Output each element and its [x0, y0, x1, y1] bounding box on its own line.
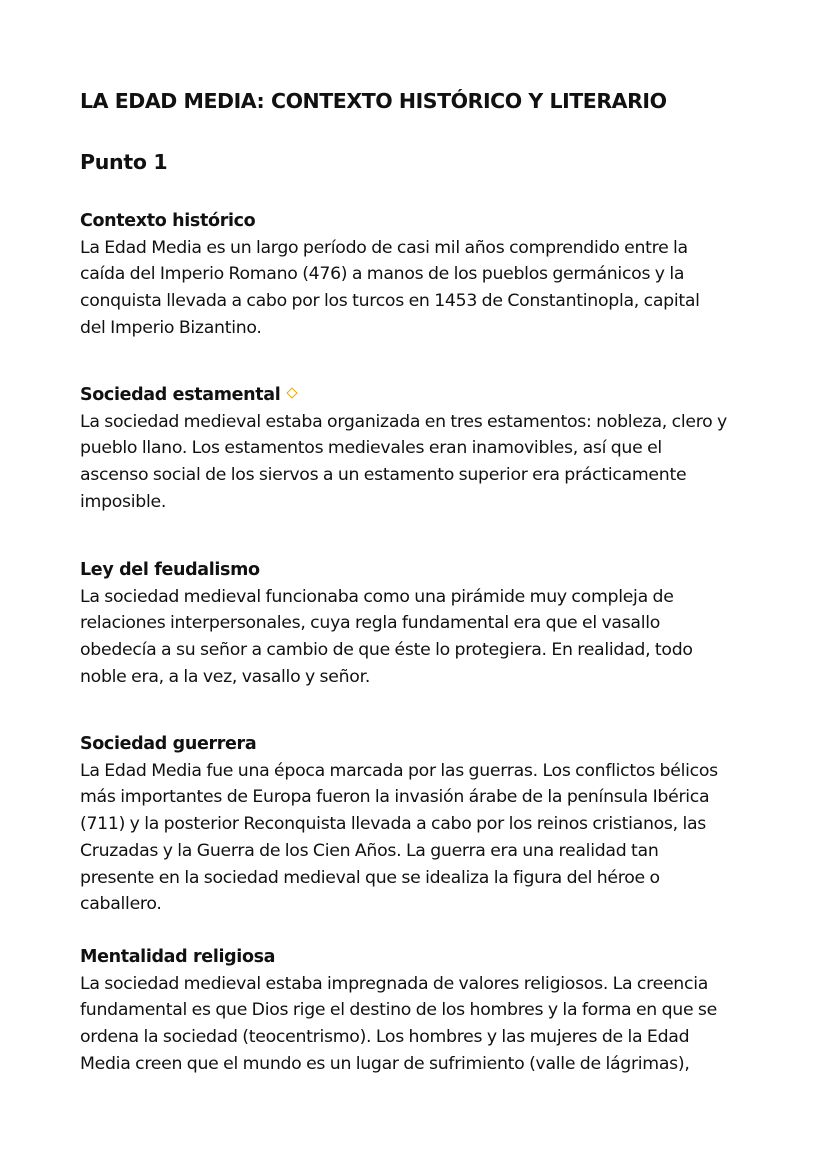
body-line: relaciones interpersonales, cuya regla fundamental era que el vasallo: [80, 613, 661, 634]
document-subtitle: Punto 1: [80, 150, 168, 174]
body-line: obedecía a su señor a cambio de que éste lo protegiera. En realidad, todo: [80, 640, 693, 661]
section-sociedad-guerrera: [80, 731, 760, 918]
body-line: fundamental es que Dios rige el destino de los hombres y la forma en que se: [80, 1000, 717, 1021]
body-line: Media creen que el mundo es un lugar de sufrimiento (valle de lágrimas),: [80, 1053, 690, 1074]
section-heading: Ley del feudalismo: [80, 560, 260, 580]
body-line: caballero.: [80, 894, 162, 915]
section-heading-text: Sociedad estamental: [80, 385, 281, 405]
body-line: (711) y la posterior Reconquista llevada a cabo por los reinos cristianos, las: [80, 814, 707, 835]
section-mentalidad-religiosa: [80, 944, 760, 1078]
section-heading: Mentalidad religiosa: [80, 947, 276, 967]
body-line: conquista llevada a cabo por los turcos en 1453 de Constantinopla, capital: [80, 291, 700, 312]
section-heading: Contexto histórico: [80, 211, 256, 231]
section-body: [80, 584, 760, 691]
body-line: La sociedad medieval estaba impregnada de valores religiosos. La creencia: [80, 973, 709, 994]
body-line: pueblo llano. Los estamentos medievales eran inamovibles, así que el: [80, 438, 662, 459]
document-title: LA EDAD MEDIA: CONTEXTO HISTÓRICO Y LITERARIO: [80, 89, 667, 113]
body-line: ordena la sociedad (teocentrismo). Los hombres y las mujeres de la Edad: [80, 1027, 690, 1048]
body-line: Cruzadas y la Guerra de los Cien Años. La guerra era una realidad tan: [80, 840, 659, 861]
body-line: presente en la sociedad medieval que se idealiza la figura del héroe o: [80, 867, 660, 888]
section-sociedad-estamental: [80, 382, 760, 516]
section-heading: Sociedad guerrera: [80, 734, 257, 754]
section-heading: [80, 382, 760, 409]
section-contexto-historico: [80, 208, 760, 342]
body-line: caída del Imperio Romano (476) a manos de los pueblos germánicos y la: [80, 264, 685, 285]
section-ley-del-feudalismo: [80, 557, 760, 691]
body-line: La Edad Media fue una época marcada por las guerras. Los conflictos bélicos: [80, 760, 718, 781]
section-body: [80, 971, 760, 1078]
body-line: más importantes de Europa fueron la invasión árabe de la península Ibérica: [80, 787, 710, 808]
section-body: [80, 409, 760, 516]
body-line: La sociedad medieval estaba organizada en tres estamentos: nobleza, clero y: [80, 411, 728, 432]
body-line: imposible.: [80, 491, 167, 512]
section-body: [80, 758, 760, 918]
body-line: La Edad Media es un largo período de casi mil años comprendido entre la: [80, 237, 688, 258]
body-line: del Imperio Bizantino.: [80, 317, 262, 338]
body-line: noble era, a la vez, vasallo y señor.: [80, 666, 371, 687]
body-line: ascenso social de los siervos a un estamento superior era prácticamente: [80, 465, 687, 486]
section-body: [80, 235, 760, 342]
body-line: La sociedad medieval funcionaba como una pirámide muy compleja de: [80, 586, 674, 607]
diamond-icon: [287, 387, 298, 398]
